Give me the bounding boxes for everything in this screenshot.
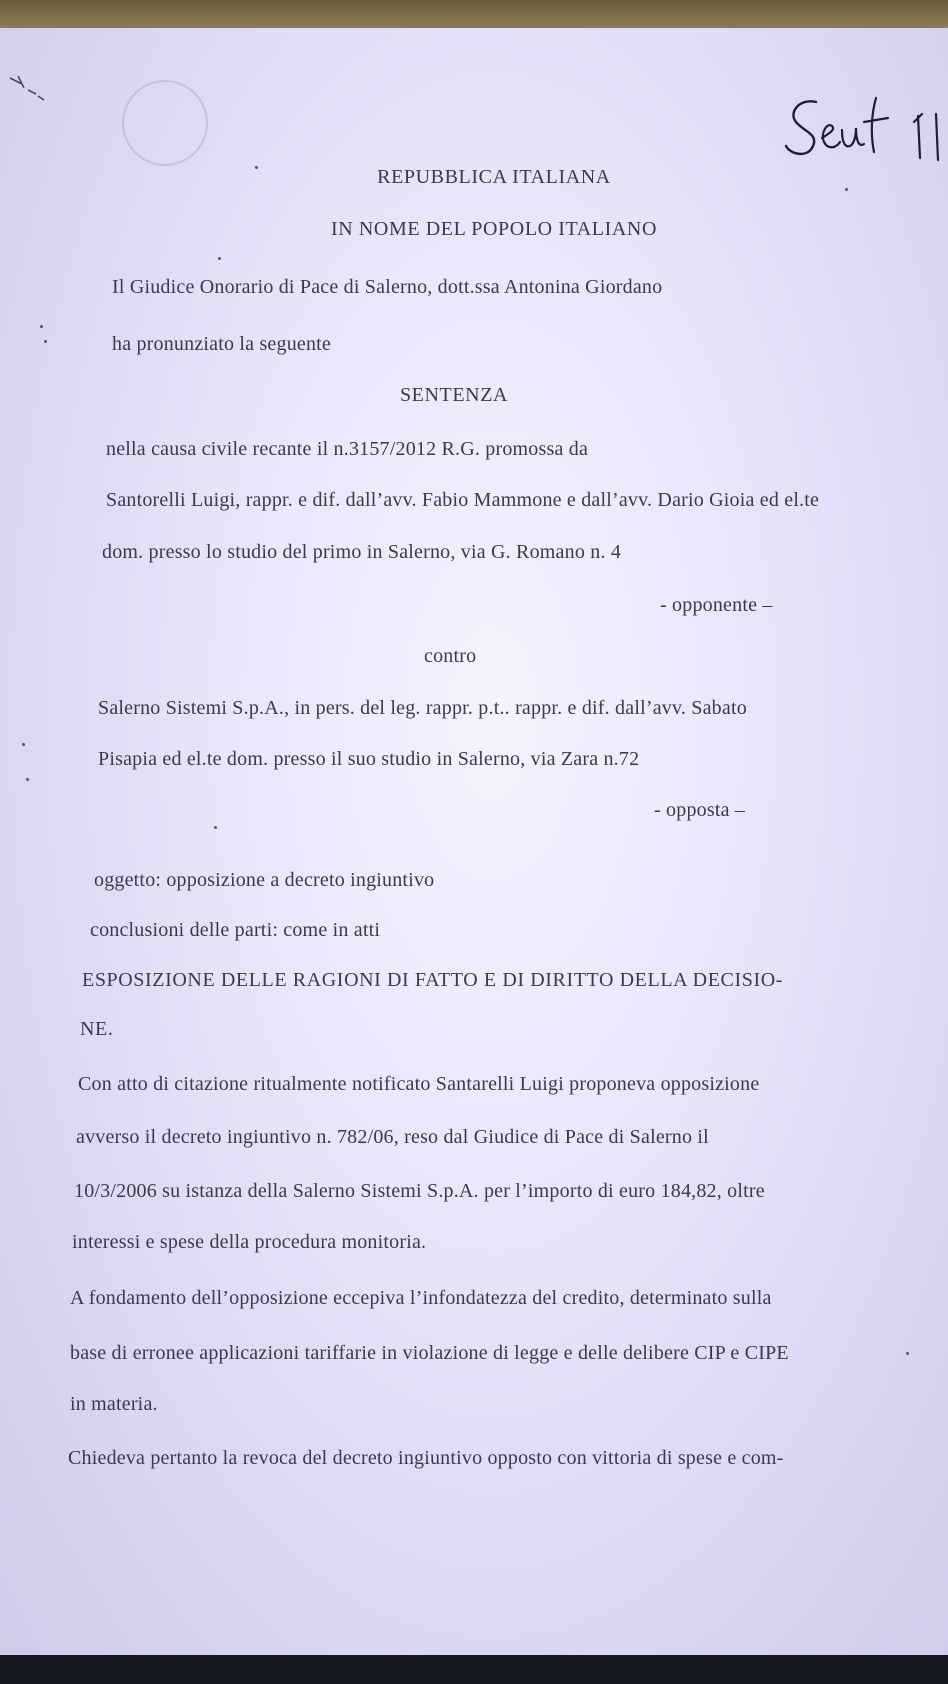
opposed-line-1: Salerno Sistemi S.p.A., in pers. del leg. rappr. p.t.. rappr. e dif. dall’avv. Sabato (98, 697, 747, 719)
subject-object: oggetto: opposizione a decreto ingiuntivo (94, 869, 435, 891)
paragraph-1-line-2: avverso il decreto ingiuntivo n. 782/06, reso dal Giudice di Pace di Salerno il (76, 1126, 709, 1148)
header-republic: REPUBBLICA ITALIANA (377, 166, 611, 188)
section-heading-line-1: ESPOSIZIONE DELLE RAGIONI DI FATTO E DI DIRITTO DELLA DECISIO- (82, 969, 784, 991)
scan-speck (906, 1352, 909, 1355)
case-number-line: nella causa civile recante il n.3157/2012 R.G. promossa da (106, 438, 589, 460)
paragraph-1-line-1: Con atto di citazione ritualmente notificato Santarelli Luigi proponeva opposizione (78, 1073, 760, 1095)
header-judge: Il Giudice Onorario di Pace di Salerno, dott.ssa Antonina Giordano (112, 276, 663, 298)
paragraph-2-line-2: base di erronee applicazioni tariffarie in violazione di legge e delle delibere CIP e CIPE (70, 1342, 789, 1364)
scan-speck (22, 743, 25, 746)
header-sentence-title: SENTENZA (399, 384, 509, 406)
paragraph-2-line-1: A fondamento dell’opposizione eccepiva l’infondatezza del credito, determinato sulla (70, 1287, 772, 1309)
header-pronounced: ha pronunziato la seguente (112, 333, 332, 355)
header-in-name: IN NOME DEL POPOLO ITALIANO (330, 218, 658, 240)
paragraph-3-line-1: Chiedeva pertanto la revoca del decreto ingiuntivo opposto con vittoria di spese e com- (68, 1447, 784, 1469)
scan-speck (40, 325, 43, 328)
opposed-line-2: Pisapia ed el.te dom. presso il suo studio in Salerno, via Zara n.72 (98, 748, 640, 770)
subject-conclusions: conclusioni delle parti: come in atti (90, 919, 381, 941)
scan-speck (218, 257, 221, 260)
corner-scribble-mark (8, 70, 54, 110)
scan-background-bottom (0, 1655, 948, 1684)
paragraph-1-line-4: interessi e spese della procedura monitoria. (72, 1231, 427, 1253)
opponent-line-1: Santorelli Luigi, rappr. e dif. dall’avv. Fabio Mammone e dall’avv. Dario Gioia ed el.te (106, 489, 820, 511)
scan-speck (44, 340, 47, 343)
against-label: contro (424, 645, 477, 667)
opponent-line-2: dom. presso lo studio del primo in Salerno, via G. Romano n. 4 (102, 541, 622, 563)
handwritten-note-sent (782, 92, 948, 172)
paragraph-2-line-3: in materia. (70, 1393, 158, 1415)
section-heading-line-2: NE. (80, 1018, 114, 1040)
scan-speck (214, 826, 217, 829)
paragraph-1-line-3: 10/3/2006 su istanza della Salerno Sistemi S.p.A. per l’importo di euro 184,82, oltre (74, 1180, 765, 1202)
scan-speck (26, 778, 29, 781)
faint-stamp (122, 80, 208, 166)
opponent-role: - opponente – (660, 594, 773, 616)
opposed-role: - opposta – (654, 799, 746, 821)
